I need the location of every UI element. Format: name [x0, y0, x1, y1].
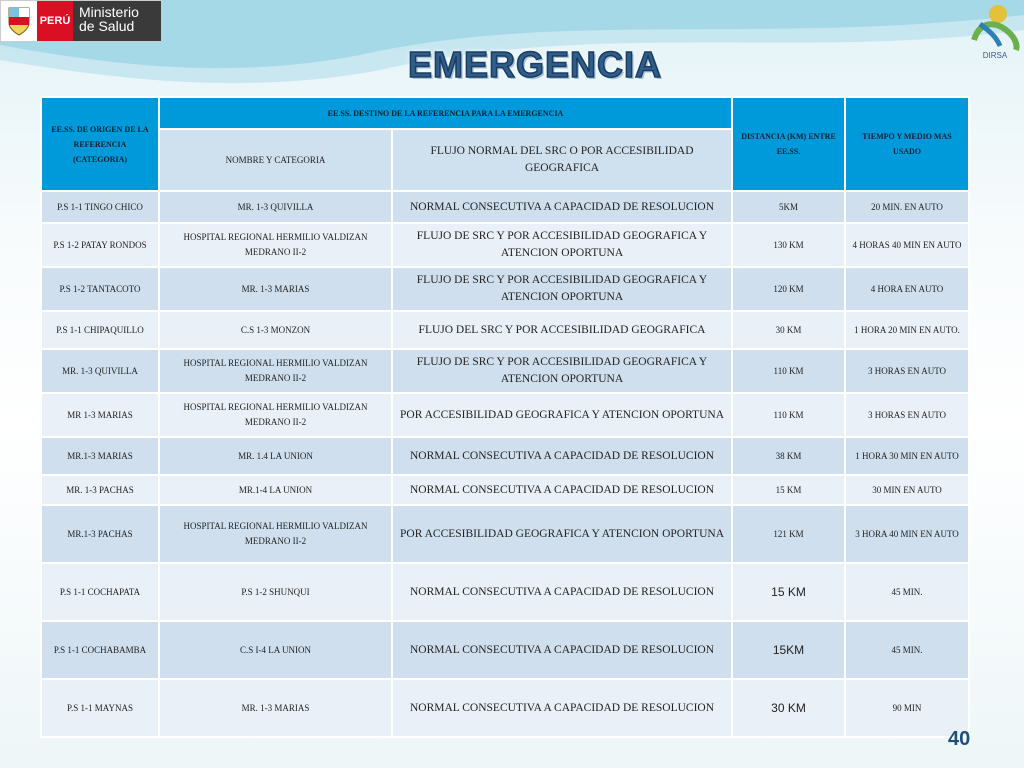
cell-origen: P.S 1-2 TANTACOTO [41, 267, 159, 311]
cell-tiempo: 3 HORAS EN AUTO [845, 393, 969, 437]
cell-destino: MR. 1.4 LA UNION [159, 437, 392, 475]
cell-destino: C.S I-4 LA UNION [159, 621, 392, 679]
cell-flujo: FLUJO DEL SRC Y POR ACCESIBILIDAD GEOGRAFICA [392, 311, 732, 349]
cell-tiempo: 4 HORAS 40 MIN EN AUTO [845, 223, 969, 267]
cell-tiempo: 3 HORA 40 MIN EN AUTO [845, 505, 969, 563]
table-row [41, 437, 969, 475]
cell-destino: MR. 1-3 MARIAS [159, 267, 392, 311]
cell-destino: P.S 1-2 SHUNQUI [159, 563, 392, 621]
cell-origen: P.S 1-1 CHIPAQUILLO [41, 311, 159, 349]
cell-flujo: POR ACCESIBILIDAD GEOGRAFICA Y ATENCION OPORTUNA [392, 393, 732, 437]
page-number: 40 [948, 728, 971, 750]
cell-tiempo: 3 HORAS EN AUTO [845, 349, 969, 393]
cell-distancia: 120 KM [732, 267, 845, 311]
cell-flujo: NORMAL CONSECUTIVA A CAPACIDAD DE RESOLUCION [392, 475, 732, 505]
cell-distancia: 15KM [732, 621, 845, 679]
cell-origen: P.S 1-1 TINGO CHICO [41, 191, 159, 223]
cell-flujo: FLUJO DE SRC Y POR ACCESIBILIDAD GEOGRAFICA Y ATENCION OPORTUNA [392, 267, 732, 311]
cell-flujo: POR ACCESIBILIDAD GEOGRAFICA Y ATENCION OPORTUNA [392, 505, 732, 563]
table-row [41, 191, 969, 223]
cell-origen: MR.1-3 PACHAS [41, 505, 159, 563]
cell-origen: MR. 1-3 PACHAS [41, 475, 159, 505]
cell-distancia: 110 KM [732, 393, 845, 437]
cell-distancia: 5KM [732, 191, 845, 223]
cell-flujo: FLUJO DE SRC Y POR ACCESIBILIDAD GEOGRAFICA Y ATENCION OPORTUNA [392, 349, 732, 393]
cell-distancia: 15 KM [732, 475, 845, 505]
cell-distancia: 121 KM [732, 505, 845, 563]
dirsa-logo [966, 0, 1024, 60]
cell-tiempo: 45 MIN. [845, 563, 969, 621]
cell-tiempo: 1 HORA 30 MIN EN AUTO [845, 437, 969, 475]
table-row [41, 621, 969, 679]
cell-flujo: NORMAL CONSECUTIVA A CAPACIDAD DE RESOLUCION [392, 437, 732, 475]
ministry-label [73, 1, 161, 41]
cell-tiempo: 4 HORA EN AUTO [845, 267, 969, 311]
cell-flujo: FLUJO DE SRC Y POR ACCESIBILIDAD GEOGRAFICA Y ATENCION OPORTUNA [392, 223, 732, 267]
table-row [41, 223, 969, 267]
table-row [41, 311, 969, 349]
cell-origen: P.S 1-2 PATAY RONDOS [41, 223, 159, 267]
ministerio-logo [0, 0, 162, 42]
header-tiempo: TIEMPO Y MEDIO MAS USADO [845, 97, 969, 191]
cell-flujo: NORMAL CONSECUTIVA A CAPACIDAD DE RESOLUCION [392, 563, 732, 621]
cell-distancia: 15 KM [732, 563, 845, 621]
cell-origen: MR.1-3 MARIAS [41, 437, 159, 475]
cell-destino: C.S 1-3 MONZON [159, 311, 392, 349]
table-row [41, 563, 969, 621]
cell-destino: HOSPITAL REGIONAL HERMILIO VALDIZAN MEDRANO II-2 [159, 505, 392, 563]
cell-origen: MR. 1-3 QUIVILLA [41, 349, 159, 393]
header-distancia: DISTANCIA (KM) ENTRE EE.SS. [732, 97, 845, 191]
cell-tiempo: 30 MIN EN AUTO [845, 475, 969, 505]
cell-origen: P.S 1-1 MAYNAS [41, 679, 159, 737]
cell-flujo: NORMAL CONSECUTIVA A CAPACIDAD DE RESOLUCION [392, 679, 732, 737]
table-row [41, 505, 969, 563]
cell-distancia: 30 KM [732, 311, 845, 349]
cell-distancia: 130 KM [732, 223, 845, 267]
peru-label: PERÚ [37, 1, 73, 41]
cell-destino: HOSPITAL REGIONAL HERMILIO VALDIZAN MEDRANO II-2 [159, 349, 392, 393]
cell-destino: MR. 1-3 QUIVILLA [159, 191, 392, 223]
peru-shield-icon [1, 1, 37, 41]
cell-tiempo: 1 HORA 20 MIN EN AUTO. [845, 311, 969, 349]
cell-flujo: NORMAL CONSECUTIVA A CAPACIDAD DE RESOLUCION [392, 621, 732, 679]
cell-origen: P.S 1-1 COCHABAMBA [41, 621, 159, 679]
cell-origen: P.S 1-1 COCHAPATA [41, 563, 159, 621]
header-origen: EE.SS. DE ORIGEN DE LA REFERENCIA (CATEGORIA) [41, 97, 159, 191]
page-title: EMERGENCIA [408, 44, 663, 85]
header-nombre: NOMBRE Y CATEGORIA [159, 129, 392, 191]
header-destino: EE.SS. DESTINO DE LA REFERENCIA PARA LA EMERGENCIA [159, 97, 732, 129]
ministry-line-2: de Salud [79, 18, 135, 34]
ministry-line-1: Ministerio [79, 4, 139, 20]
cell-tiempo: 90 MIN [845, 679, 969, 737]
cell-destino: HOSPITAL REGIONAL HERMILIO VALDIZAN MEDRANO II-2 [159, 393, 392, 437]
cell-destino: MR.1-4 LA UNION [159, 475, 392, 505]
table-row [41, 679, 969, 737]
table-row [41, 349, 969, 393]
cell-flujo: NORMAL CONSECUTIVA A CAPACIDAD DE RESOLUCION [392, 191, 732, 223]
cell-distancia: 38 KM [732, 437, 845, 475]
cell-distancia: 110 KM [732, 349, 845, 393]
cell-destino: MR. 1-3 MARIAS [159, 679, 392, 737]
cell-origen: MR 1-3 MARIAS [41, 393, 159, 437]
dirsa-label: DIRSA [982, 51, 1008, 60]
emergency-referral-table [40, 96, 970, 738]
cell-distancia: 30 KM [732, 679, 845, 737]
table-row [41, 393, 969, 437]
table-row [41, 267, 969, 311]
cell-tiempo: 45 MIN. [845, 621, 969, 679]
table-row [41, 475, 969, 505]
cell-destino: HOSPITAL REGIONAL HERMILIO VALDIZAN MEDRANO II-2 [159, 223, 392, 267]
header-flujo: FLUJO NORMAL DEL SRC O POR ACCESIBILIDAD GEOGRAFICA [392, 129, 732, 191]
cell-tiempo: 20 MIN. EN AUTO [845, 191, 969, 223]
